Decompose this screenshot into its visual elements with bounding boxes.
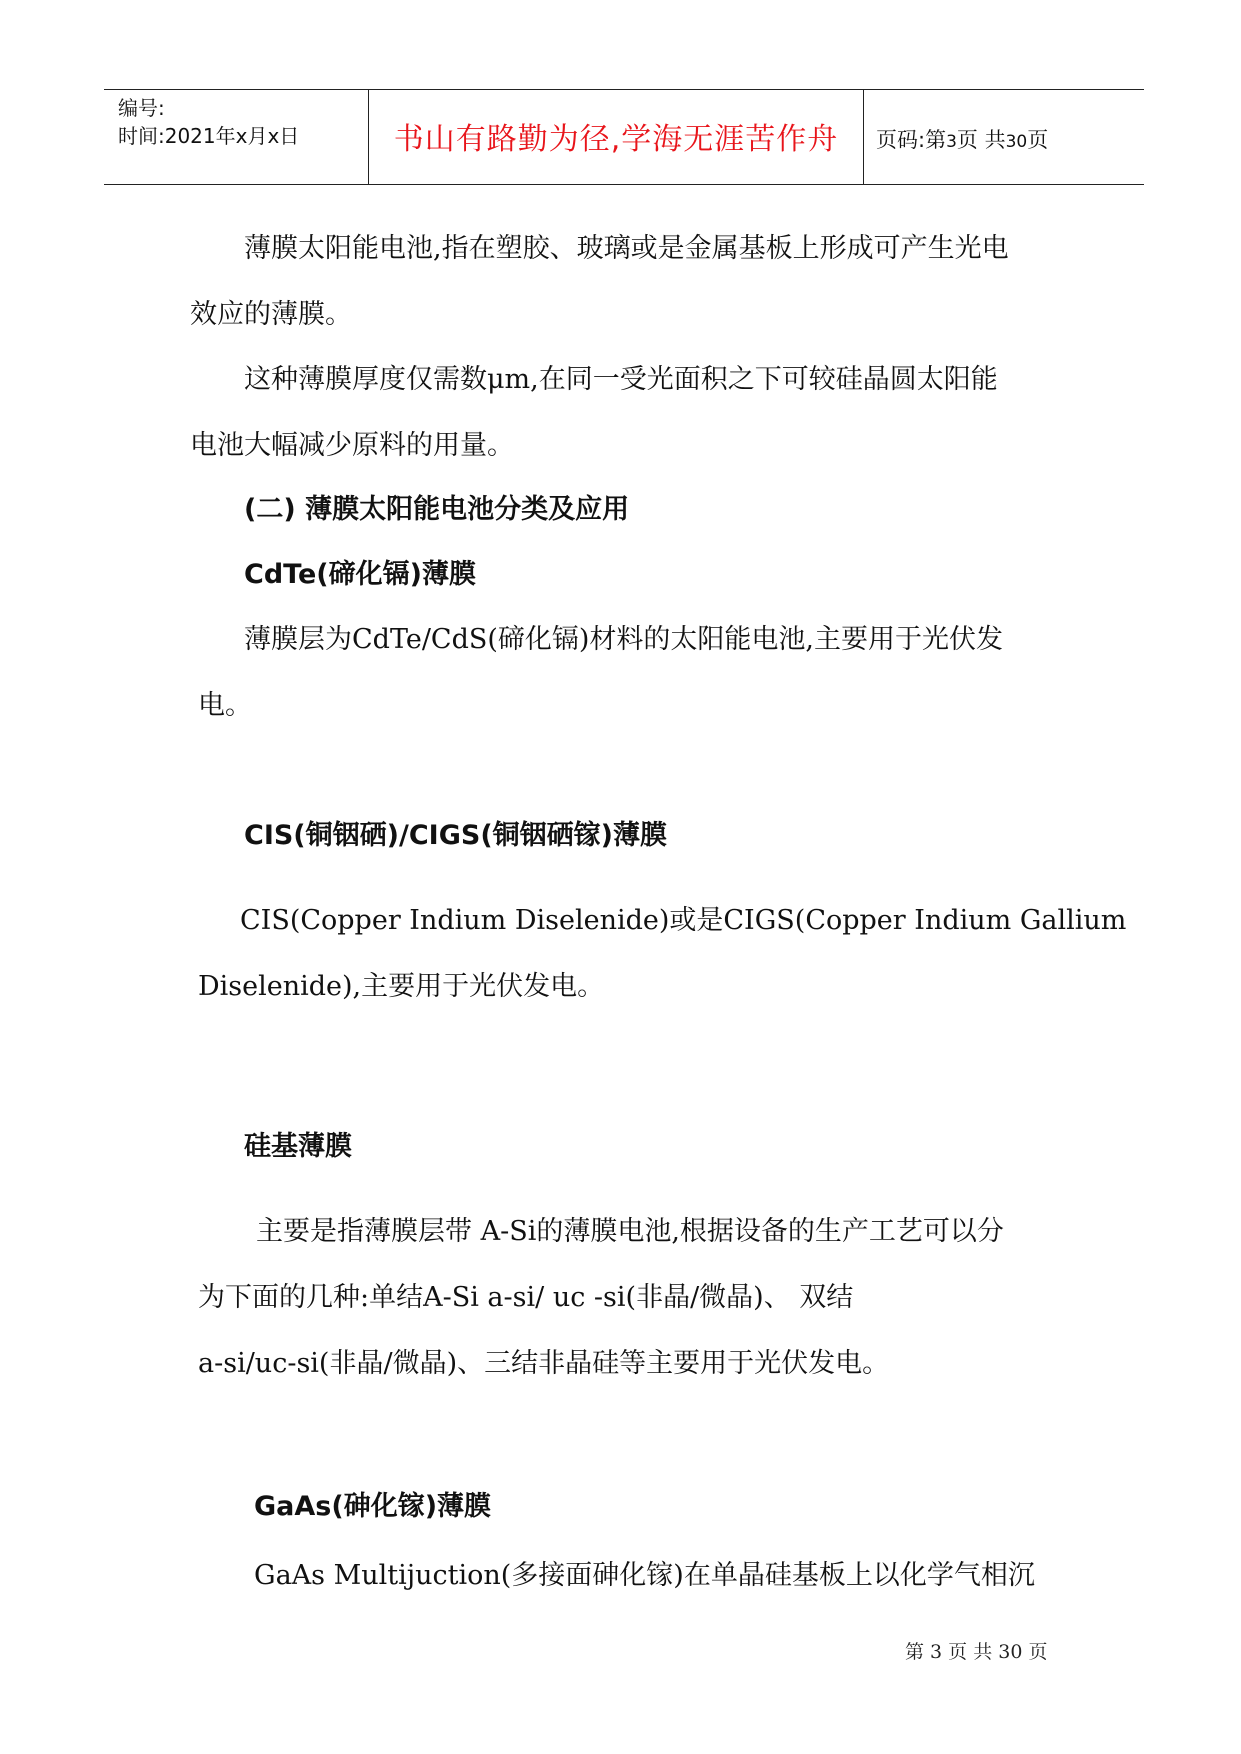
paragraph-intro-line-1: 薄膜太阳能电池,指在塑胶、玻璃或是金属基板上形成可产生光电	[244, 233, 1009, 264]
page-header	[104, 89, 1144, 185]
paragraph-intro-line-2: 效应的薄膜。	[190, 299, 352, 330]
page-suffix: 页	[1027, 128, 1049, 152]
paragraph-thickness-line-1: 这种薄膜厚度仅需数μm,在同一受光面积之下可较硅晶圆太阳能	[244, 364, 998, 395]
paragraph-cdte-line-2: 电。	[198, 690, 252, 721]
paragraph-gaas-line-1: GaAs Multijuction(多接面砷化镓)在单晶硅基板上以化学气相沉	[254, 1560, 1035, 1591]
paragraph-silicon-line-3: a-si/uc-si(非晶/微晶)、三结非晶硅等主要用于光伏发电。	[198, 1348, 890, 1379]
document-number-label: 编号:	[118, 96, 165, 120]
header-motto-cell	[369, 90, 864, 184]
page-prefix: 页码:第	[876, 128, 947, 152]
header-page-cell	[864, 90, 1144, 184]
page-middle: 页 共	[956, 128, 1006, 152]
header-meta-cell	[104, 90, 369, 184]
page-total: 30	[1005, 132, 1028, 152]
section-heading-classification: (二) 薄膜太阳能电池分类及应用	[244, 494, 630, 525]
header-motto: 书山有路勤为径,学海无涯苦作舟	[393, 122, 839, 157]
paragraph-silicon-line-2: 为下面的几种:单结A-Si a-si/ uc -si(非晶/微晶)、 双结	[198, 1282, 854, 1313]
paragraph-cis-line-1: CIS(Copper Indium Diselenide)或是CIGS(Copper Indium Gallium	[240, 905, 1127, 936]
page-footer-indicator: 第 3 页 共 30 页	[905, 1641, 1048, 1663]
paragraph-silicon-line-1: 主要是指薄膜层带 A-Si的薄膜电池,根据设备的生产工艺可以分	[256, 1216, 1004, 1247]
document-time-label: 时间:2021年x月x日	[118, 124, 300, 148]
paragraph-thickness-line-2: 电池大幅减少原料的用量。	[190, 430, 514, 461]
page-current: 3	[946, 132, 957, 152]
subheading-cis-cigs: CIS(铜铟硒)/CIGS(铜铟硒镓)薄膜	[244, 820, 667, 851]
paragraph-cis-line-2: Diselenide),主要用于光伏发电。	[198, 971, 605, 1002]
subheading-gaas: GaAs(砷化镓)薄膜	[254, 1491, 492, 1522]
paragraph-cdte-line-1: 薄膜层为CdTe/CdS(碲化镉)材料的太阳能电池,主要用于光伏发	[244, 624, 1004, 655]
subheading-silicon-film: 硅基薄膜	[244, 1131, 352, 1162]
subheading-cdte: CdTe(碲化镉)薄膜	[244, 559, 476, 590]
header-page-indicator	[876, 124, 1048, 154]
